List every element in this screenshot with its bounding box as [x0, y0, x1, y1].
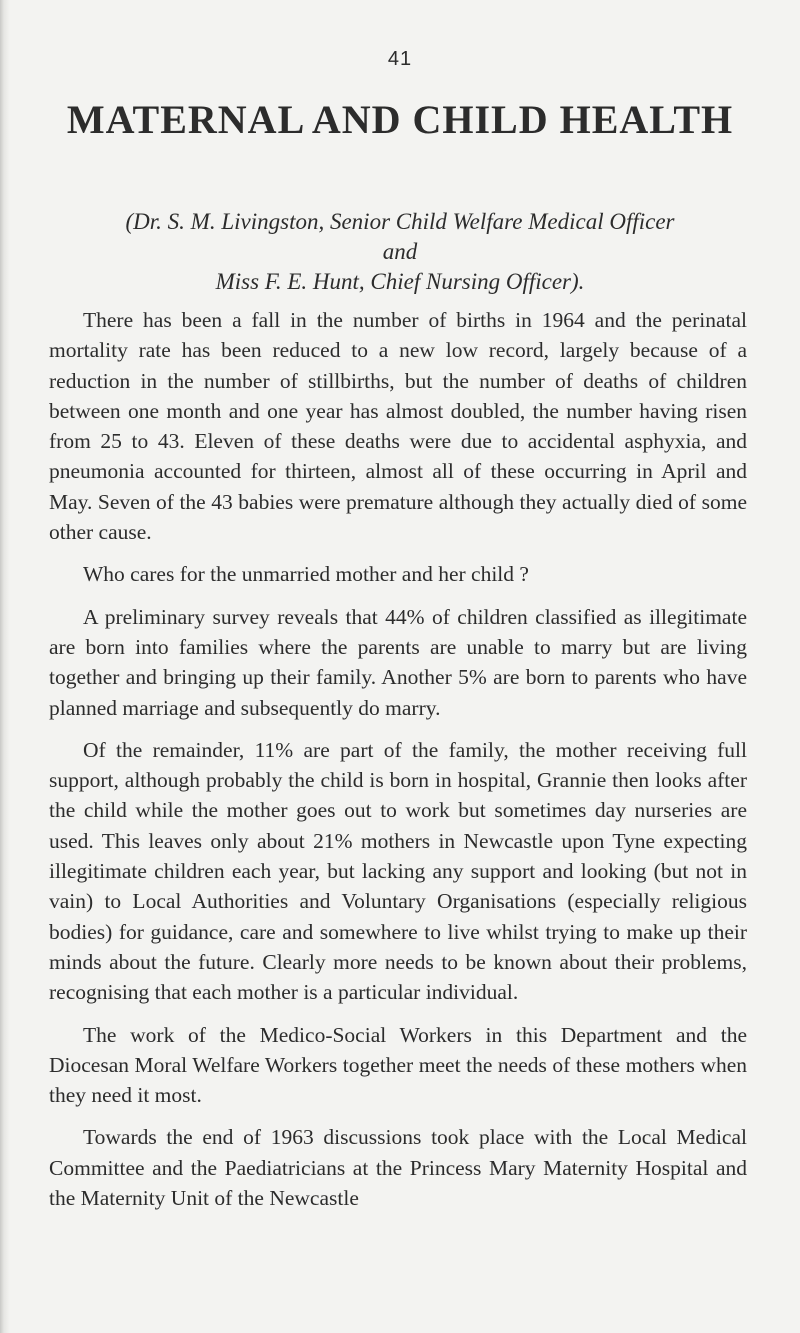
- paragraph-question: Who cares for the unmarried mother and her child ?: [83, 562, 529, 587]
- paragraph-medico-social: The work of the Medico-Social Workers in this Department and the Diocesan Moral Welfare Workers together meet the needs of these mothers when they need it most.: [49, 1022, 747, 1108]
- paragraph-births-mortality: There has been a fall in the number of births in 1964 and the perinatal mortality rate has been reduced to a new low record, largely because of a reduction in the number of stillbirths, but the number of deaths of children between one month and one year has almost doubled, the number having risen from 25 to 43. Eleven of these deaths were due to accidental asphyxia, and pneumonia accounted for thirteen, almost all of these occurring in April and May. Seven of the 43 babies were premature although they actually died of some other cause.: [49, 308, 747, 545]
- byline-conjunction: and: [382, 239, 418, 264]
- paragraph-discussions: Towards the end of 1963 discussions took place with the Local Medical Committee and the Paediatricians at the Princess Mary Maternity Hospital and the Maternity Unit of the Newcastle: [49, 1125, 747, 1211]
- page-number: 41: [387, 48, 413, 70]
- page-title: MATERNAL AND CHILD HEALTH: [66, 97, 734, 142]
- page-edge-shadow: [0, 0, 10, 1333]
- paragraph-remainder: Of the remainder, 11% are part of the family, the mother receiving full support, although probably the child is born in hospital, Grannie then looks after the child while the mother goes out to work but sometimes day nurseries are used. This leaves only about 21% mothers in Newcastle upon Tyne expecting illegitimate children each year, but lacking any support and looking (but not in vain) to Local Authorities and Voluntary Organisations (especially religious bodies) for guidance, care and somewhere to live whilst trying to make up their minds about the future. Clearly more needs to be known about their problems, recognising that each mother is a particular individual.: [49, 737, 747, 1005]
- byline-author-2: Miss F. E. Hunt, Chief Nursing Officer).: [215, 269, 585, 294]
- byline: [60, 207, 740, 297]
- paragraph-survey: A preliminary survey reveals that 44% of children classified as illegitimate are born into families where the parents are unable to marry but are living together and bringing up their family. Another 5% are born to parents who have planned marriage and subsequently do marry.: [49, 604, 747, 720]
- body-text: [49, 305, 747, 1225]
- byline-author-1: (Dr. S. M. Livingston, Senior Child Welfare Medical Officer: [125, 209, 675, 234]
